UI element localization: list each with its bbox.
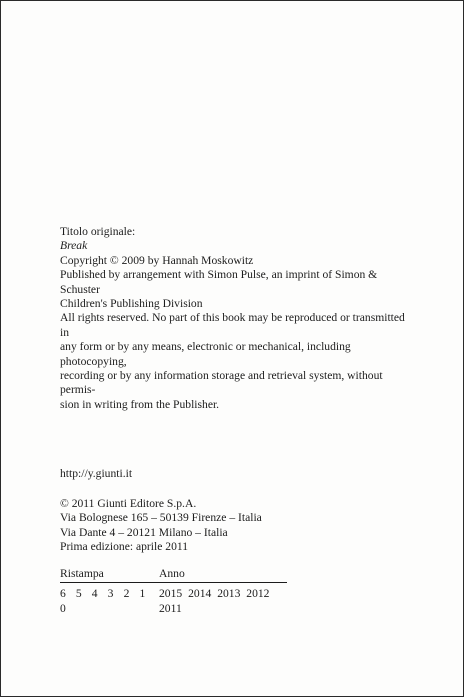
website-url: http://y.giunti.it [60,467,133,480]
copyright-line: sion in writing from the Publisher. [60,397,220,411]
copyright-line: Published by arrangement with Simon Pulse, an imprint of Simon & Schuster [60,268,378,296]
year-value: 2013 [217,587,241,601]
copyright-line: All rights reserved. No part of this book may be reproduced or transmitted in [60,311,405,339]
print-table-row [60,583,287,616]
print-table-header [60,567,287,583]
reprint-numbers: 6 5 4 3 2 1 0 [60,587,149,615]
original-title-label: Titolo originale: [60,225,136,238]
print-history-table [60,567,287,616]
publisher-block [60,497,262,555]
reprint-label: Ristampa [60,567,104,580]
copyright-line: recording or by any information storage and retrieval system, without permis- [60,369,383,397]
original-title: Break [60,239,88,253]
copyright-line: any form or by any means, electronic or mechanical, including photocopying, [60,340,351,368]
publisher-line: Via Dante 4 – 20121 Milano – Italia [60,525,228,539]
publisher-line: © 2011 Giunti Editore S.p.A. [60,497,197,510]
year-value: 2011 [159,601,182,615]
year-list [159,587,287,616]
year-value: 2015 [159,587,183,601]
year-value: 2014 [188,587,212,601]
copyright-block [60,225,410,412]
year-label: Anno [159,567,185,580]
publisher-line: Via Bolognese 165 – 50139 Firenze – Italia [60,511,262,525]
copyright-line: Children's Publishing Division [60,297,203,311]
copyright-line: Copyright © 2009 by Hannah Moskowitz [60,253,254,267]
year-value: 2012 [246,587,270,601]
publisher-line: Prima edizione: aprile 2011 [60,540,189,554]
